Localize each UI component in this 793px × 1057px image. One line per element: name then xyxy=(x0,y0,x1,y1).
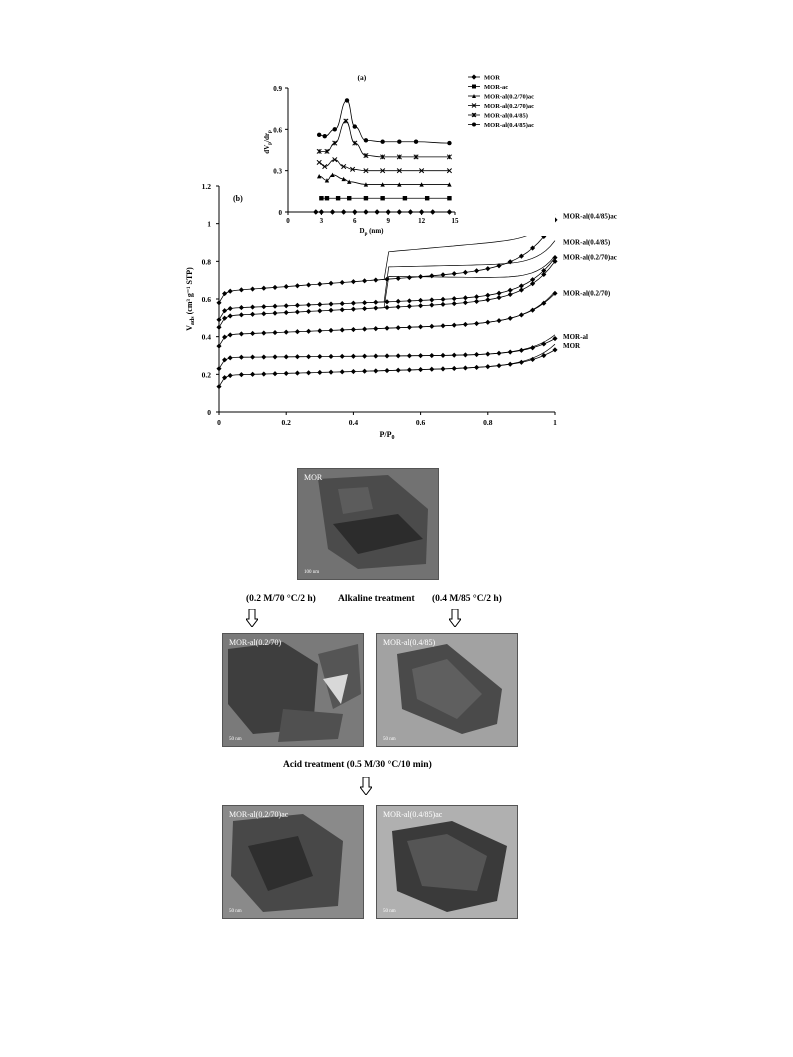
x-axis-label: $P/P_0$ xyxy=(379,430,395,441)
legend-label: MOR-al(0.4/85) xyxy=(484,112,528,120)
legend-label: MOR xyxy=(484,74,500,82)
y-tick-label: 0.6 xyxy=(273,126,282,135)
data-point xyxy=(333,127,337,131)
scale-bar-label: 50 nm xyxy=(383,737,396,742)
series-label: MOR xyxy=(563,342,581,351)
series-label: MOR-al(0.4/85) xyxy=(563,238,611,247)
series-label: MOR-al(0.2/70)ac xyxy=(563,253,617,262)
data-point xyxy=(472,123,476,127)
x-tick-label: 15 xyxy=(451,217,459,225)
data-point xyxy=(397,140,401,144)
y-tick-label: 0.2 xyxy=(201,370,211,380)
panel-label: (a) xyxy=(357,73,367,82)
down-arrow-icon xyxy=(360,777,372,795)
y-tick-label: 0.9 xyxy=(273,85,282,93)
tem-texture xyxy=(298,469,438,579)
x-tick-label: 0.6 xyxy=(415,418,426,427)
alkaline-treatment-caption: Alkaline treatment xyxy=(338,594,415,604)
x-tick-label: 0.4 xyxy=(348,418,359,427)
down-arrow-icon xyxy=(449,609,461,627)
tem-label: MOR-al(0.2/70)ac xyxy=(229,810,289,819)
tem-image-mor xyxy=(297,468,439,580)
data-point xyxy=(345,98,349,102)
y-axis-label: $V_{ads}$ (cm³ g⁻¹ STP) xyxy=(185,267,196,331)
scale-bar-label: 100 nm xyxy=(304,570,320,575)
tem-image-mor-al-04-85 xyxy=(376,633,518,747)
legend-label: MOR-al(0.2/70)ac xyxy=(484,93,535,101)
legend-label: MOR-ac xyxy=(484,84,509,91)
series-label: MOR-al(0.2/70) xyxy=(563,289,611,298)
tem-texture xyxy=(377,634,517,746)
x-tick-label: 9 xyxy=(386,217,390,225)
down-arrow-icon xyxy=(246,609,258,627)
x-tick-label: 1 xyxy=(553,418,557,427)
panel-label: (b) xyxy=(233,194,243,203)
tem-label: MOR xyxy=(304,473,323,482)
data-point xyxy=(447,196,451,200)
tem-texture xyxy=(377,806,517,918)
scale-bar-label: 50 nm xyxy=(229,737,242,742)
y-tick-label: 0.6 xyxy=(201,295,211,304)
y-tick-label: 0 xyxy=(278,209,282,217)
data-point xyxy=(353,124,357,128)
alkaline-condition-right: (0.4 M/85 °C/2 h) xyxy=(432,594,502,604)
alkaline-condition-left: (0.2 M/70 °C/2 h) xyxy=(246,594,316,604)
tem-image-mor-al-02-70-ac xyxy=(222,805,364,919)
data-point xyxy=(336,196,340,200)
x-tick-label: 6 xyxy=(353,217,357,225)
x-tick-label: 12 xyxy=(418,217,426,225)
series-label: MOR-al(0.4/85)ac xyxy=(563,212,617,221)
data-point xyxy=(380,140,384,144)
x-tick-label: 0 xyxy=(217,418,221,427)
x-tick-label: 0.2 xyxy=(281,418,291,427)
legend-label: MOR-al(0.4/85)ac xyxy=(484,122,535,129)
data-point xyxy=(447,141,451,145)
legend-label: MOR-al(0.2/70)ac xyxy=(484,103,535,110)
data-point xyxy=(380,196,384,200)
data-point xyxy=(323,134,327,138)
y-tick-label: 1 xyxy=(207,219,211,229)
scale-bar-label: 50 nm xyxy=(383,909,396,914)
x-tick-label: 0.8 xyxy=(483,418,493,427)
data-point xyxy=(317,133,321,137)
scale-bar-label: 50 nm xyxy=(229,909,242,914)
y-tick-label: 0.3 xyxy=(273,167,282,176)
data-point xyxy=(403,196,407,200)
x-tick-label: 3 xyxy=(319,217,324,225)
y-tick-label: 0.4 xyxy=(201,332,211,342)
data-point xyxy=(319,196,323,200)
data-point xyxy=(425,196,429,200)
data-point xyxy=(472,85,476,89)
tem-texture xyxy=(223,806,363,918)
x-axis-label: $D_p$ (nm) xyxy=(359,227,384,237)
y-tick-label: 1.2 xyxy=(201,182,211,191)
data-point xyxy=(364,196,368,200)
tem-image-mor-al-04-85-ac xyxy=(376,805,518,919)
pore-size-inset-chart xyxy=(0,0,793,460)
tem-image-mor-al-02-70 xyxy=(222,633,364,747)
data-point xyxy=(414,140,418,144)
series-label: MOR-al xyxy=(563,332,588,341)
x-tick-label: 0 xyxy=(286,217,290,225)
data-point xyxy=(347,196,351,200)
tem-texture xyxy=(223,634,363,746)
y-axis-label: $dV_p/dr_p$ xyxy=(263,130,273,154)
tem-label: MOR-al(0.4/85)ac xyxy=(383,810,443,819)
data-point xyxy=(364,138,368,142)
y-tick-label: 0.8 xyxy=(201,257,211,267)
acid-treatment-caption: Acid treatment (0.5 M/30 °C/10 min) xyxy=(283,760,432,770)
y-tick-label: 0 xyxy=(207,408,211,417)
tem-label: MOR-al(0.4/85) xyxy=(383,638,436,647)
data-point xyxy=(325,196,329,200)
tem-label: MOR-al(0.2/70) xyxy=(229,638,282,647)
